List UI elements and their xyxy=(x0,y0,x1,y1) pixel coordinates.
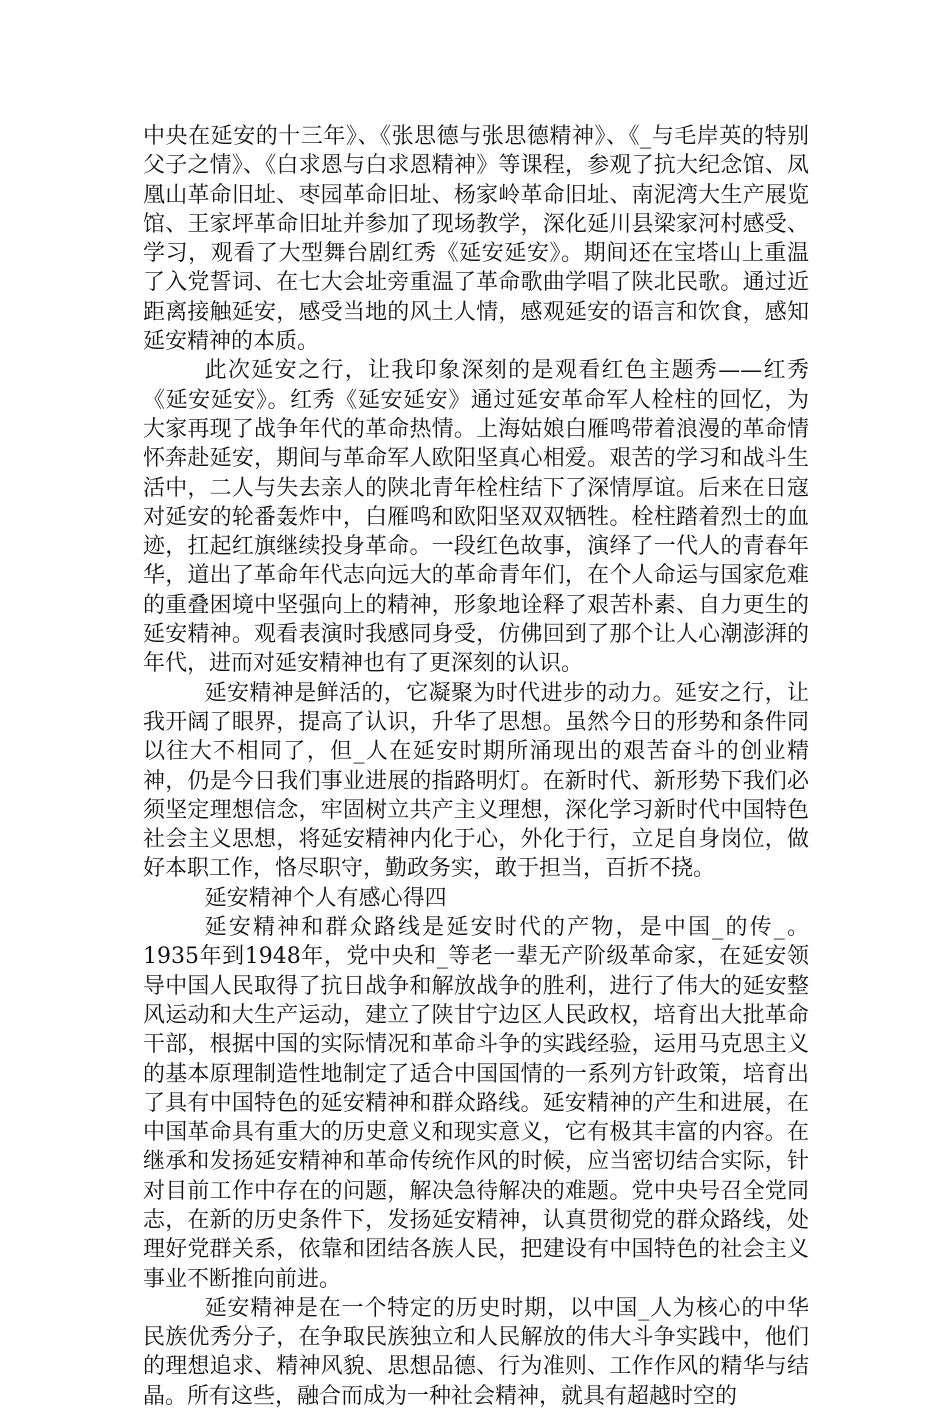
paragraph-mass-line: 延安精神和群众路线是延安时代的产物，是中国_的传_。1935年到1948年，党中央和_等老一辈无产阶级革命家，在延安领导中国人民取得了抗日战争和解放战争的胜利，进行了伟大的延安整风运动和大生产运动，建立了陕甘宁边区人民政权，培育出大批革命干部，根据中国的实际情况和革命斗争的实践经验，运用马克思主义的基本原理制造性地制定了适合中国国情的一系列方针政策，培育出了具有中国特色的延安精神和群众路线。延安精神的产生和进展，在中国革命具有重大的历史意义和现实意义，它有极其丰富的内容。在继承和发扬延安精神和革命传统作风的时候，应当密切结合实际，针对目前工作中存在的问题，解决急待解决的难题。党中央号召全党同志，在新的历史条件下，发扬延安精神，认真贯彻党的群众路线，处理好党群关系，依靠和团结各族人民，把建设有中国特色的社会主义事业不断推向前进。 xyxy=(143,915,809,1292)
paragraph-study-activities: 中央在延安的十三年》、《张思德与张思德精神》、《_与毛岸英的特别父子之情》、《白求恩与白求恩精神》等课程，参观了抗大纪念馆、凤凰山革命旧址、枣园革命旧址、杨家岭革命旧址、南泥湾大生产展览馆、王家坪革命旧址并参加了现场教学，深化延川县梁家河村感受、学习，观看了大型舞台剧红秀《延安延安》。期间还在宝塔山上重温了入党誓词、在七大会址旁重温了革命歌曲学唱了陕北民歌。通过近距离接触延安，感受当地的风土人情，感观延安的语言和饮食，感知延安精神的本质。 xyxy=(143,124,809,355)
paragraph-living-spirit: 延安精神是鲜活的，它凝聚为时代进步的动力。延安之行，让我开阔了眼界，提高了认识，升华了思想。虽然今日的形势和条件同以往大不相同了，但_人在延安时期所涌现出的艰苦奋斗的创业精神，仍是今日我们事业进展的指路明灯。在新时代、新形势下我们必须坚定理想信念，牢固树立共产主义理想，深化学习新时代中国特色社会主义思想，将延安精神内化于心，外化于行，立足自身岗位，做好本职工作，恪尽职守，勤政务实，敢于担当，百折不挠。 xyxy=(143,680,809,882)
paragraph-red-show: 此次延安之行，让我印象深刻的是观看红色主题秀——红秀《延安延安》。红秀《延安延安》通过延安革命军人栓柱的回忆，为大家再现了战争年代的革命热情。上海姑娘白雁鸣带着浪漫的革命情怀奔赴延安，期间与革命军人欧阳坚真心相爱。艰苦的学习和战斗生活中，二人与失去亲人的陕北青年栓柱结下了深情厚谊。后来在日寇对延安的轮番轰炸中，白雁鸣和欧阳坚双双牺牲。栓柱踏着烈士的血迹，扛起红旗继续投身革命。一段红色故事，演绎了一代人的青春年华，道出了革命年代志向远大的革命青年们，在个人命运与国家危难的重叠困境中坚强向上的精神，形象地诠释了艰苦朴素、自力更生的延安精神。观看表演时我感同身受，仿佛回到了那个让人心潮澎湃的年代，进而对延安精神也有了更深刻的认识。 xyxy=(143,358,809,677)
section-heading: 延安精神个人有感心得四 xyxy=(204,885,447,911)
paragraph-yanan-spirit-definition: 延安精神是在一个特定的历史时期，以中国_人为核心的中华民族优秀分子，在争取民族独立和人民解放的伟大斗争实践中，他们的理想追求、精神风貌、思想品德、行为准则、工作作风的精华与结晶。所有这些，融合而成为一种社会精神，就具有超越时空的 xyxy=(143,1295,809,1409)
document-body xyxy=(143,122,809,1411)
